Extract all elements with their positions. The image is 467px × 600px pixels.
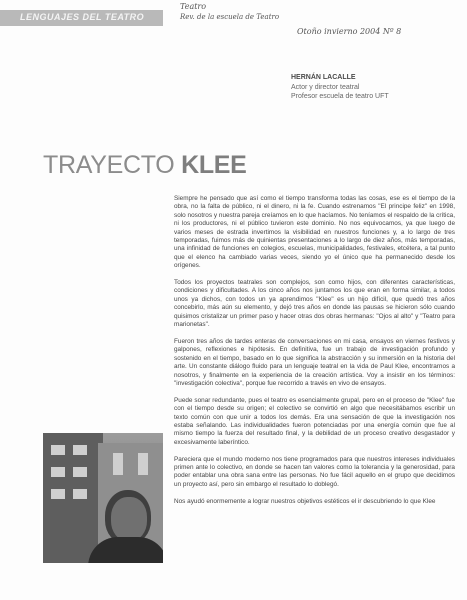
article-body [174,195,455,595]
body-paragraph: Puede sonar redundante, pues el teatro es esencialmente grupal, pero en el proceso de "Klee" fue con el tiempo desde su origen; el colectivo se convirtió en algo que necesitábamos escribir un texto común con que unir a todos los demás. Era una sensación de que la investigación nos estaba señalando. Las individualidades fueron potenciadas por una energía común que fue al mismo tiempo la fuerza del resultado final, y la debilidad de un proceso creativo desgastador y excesivamente laberíntico. [174,396,455,446]
section-label: LENGUAJES DEL TEATRO [20,12,145,22]
photo-person-face [111,497,147,541]
photo-window [113,453,123,475]
photo-window [138,453,148,475]
handwritten-note-source: Rev. de la escuela de Teatro [180,13,280,21]
handwritten-note-title: Teatro [180,2,207,11]
handwritten-note-issue: Otoño invierno 2004 Nº 8 [297,27,402,36]
author-affiliation: Profesor escuela de teatro UFT [291,93,389,100]
article-title-light: TRAYECTO [43,151,182,179]
photo-window [73,467,87,477]
photo-window [73,445,87,455]
photo-window [51,445,65,455]
article-title [43,151,247,180]
body-paragraph: Todos los proyectos teatrales son complejos, son como hijos, con diferentes características, condiciones y dificultades. A los cinco años nos juntamos los que eran en forma similar, a todos unos ya dichos, con todos un ya aprendimos "Klee" es un hijo difícil, que quedó tres años concebirlo, más aún su elemento, y dejó tres años en donde las pausas se hicieron sólo cuando quisimos cristalizar un primer paso y hacer otras dos obras hermanas: "Ojos al alto" y "Teatro para marionetas". [174,279,455,329]
body-paragraph: Fueron tres años de tardes enteras de conversaciones en mi casa, ensayos en viernes festivos y galpones, reflexiones e hipótesis. En definitiva, fue un trabajo de investigación profundo y sostenido en el tiempo, basado en lo que significa la abstracción y su inmersión en la historia del arte. Un constante diálogo fluido para un lenguaje teatral en la vida de Paul Klee, encontrarnos a nosotros, y finalmente en la experiencia de la creación artística. Voy a insistir en los términos: "investigación colectiva", porque fue recorrido a través en vivo de ensayos. [174,337,455,387]
photo-window [73,489,87,499]
photo-window [51,467,65,477]
body-paragraph: Pareciera que el mundo moderno nos tiene programados para que nuestros intereses individuales primen ante lo colectivo, en donde se hacen tan valores como la tolerancia y la generosidad, para poder entablar una obra sana entre las personas. No fue fácil aquello en el grupo que decidimos un proyecto así, pero sin embargo el resultado lo doblegó. [174,455,455,488]
author-photo [43,433,163,563]
article-title-bold: KLEE [181,151,247,179]
body-paragraph: Siempre he pensado que así como el tiempo transforma todas las cosas, ese es el tiempo de la obra, no la falta de público, ni el dinero, ni la fe. Cuando estrenamos "El principe feliz" en 1998, solo nosotros y nuestra pareja creíamos en lo que hacíamos. No teníamos el respaldo de la crítica, ni los productores, ni el público tuvieron este dominio. No nos equivocamos, ya que luego de varios meses de estrada invertimos la visibilidad en nuestros funciones y, a lo largo de tres temporadas, fuimos más de quinientas presentaciones a lo largo de diez años, más temporadas, una infinidad de funciones en colegios, escuelas, municipalidades, festivales, etcétera, a tal punto que el elenco ha cambiado varias veces, siendo yo el único que ha permanecido desde los orígenes. [174,195,455,270]
photo-window [51,489,65,499]
author-role: Actor y director teatral [291,83,360,91]
author-name: HERNÁN LACALLE [291,74,356,81]
body-paragraph: Nos ayudó enormemente a lograr nuestros objetivos estéticos el ir descubriendo lo que Klee [174,497,436,505]
author-block [291,73,389,102]
